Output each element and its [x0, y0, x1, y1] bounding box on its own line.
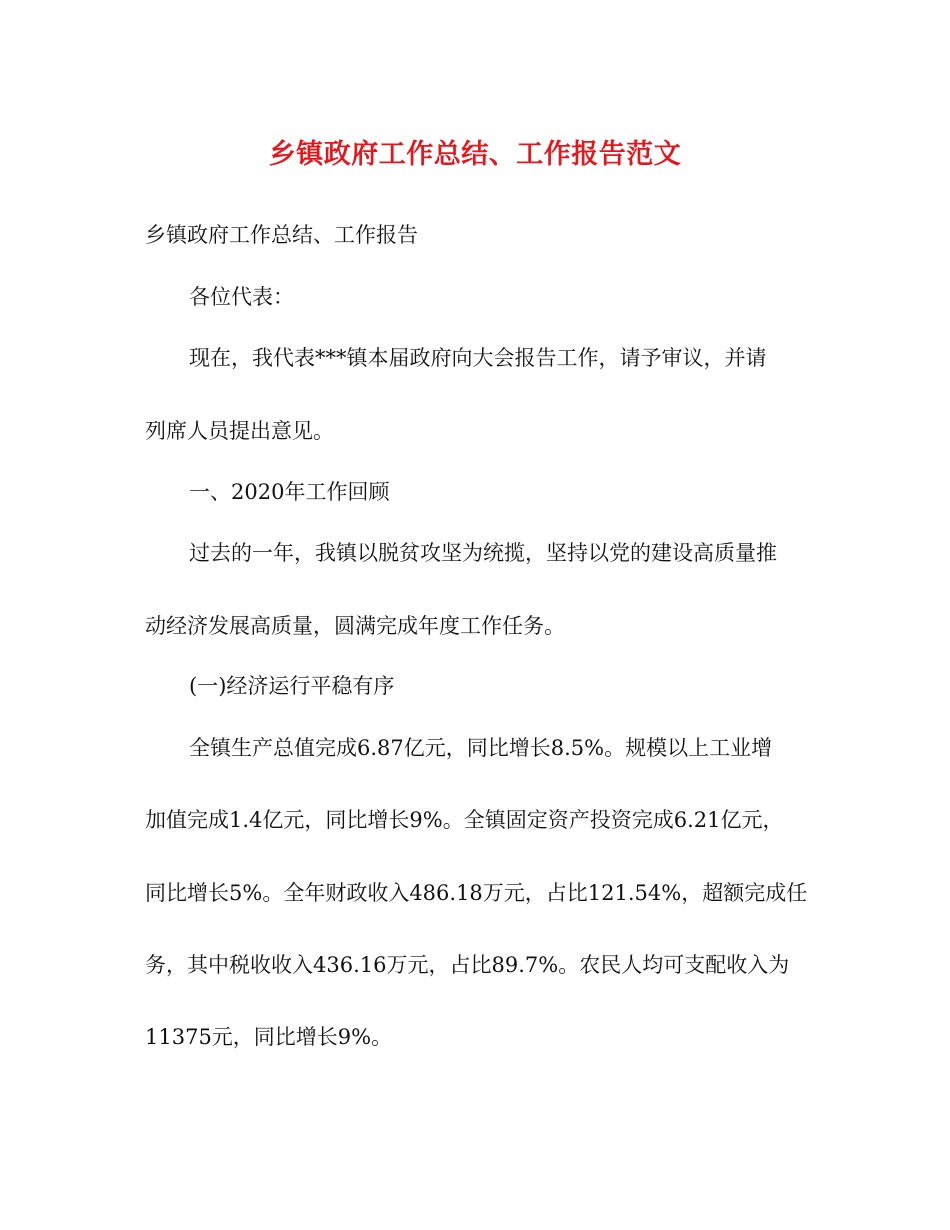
paragraph-line: 加值完成1.4亿元，同比增长9%。全镇固定资产投资完成6.21亿元， — [145, 808, 784, 832]
document-title: 乡镇政府工作总结、工作报告范文 — [268, 139, 682, 170]
paragraph-line: 列席人员提出意见。 — [145, 419, 334, 443]
paragraph-line: 务，其中税收收入436.16万元，占比89.7%。农民人均可支配收入为 — [145, 953, 790, 977]
paragraph-line: 动经济发展高质量，圆满完成年度工作任务。 — [145, 614, 565, 638]
subsection-heading: (一)经济运行平稳有序 — [189, 674, 395, 698]
salutation-line: 各位代表： — [189, 285, 294, 309]
paragraph-line: 同比增长5%。全年财政收入486.18万元，占比121.54%，超额完成任 — [145, 881, 808, 905]
section-heading: 一、2020年工作回顾 — [189, 480, 390, 504]
paragraph-line: 现在，我代表***镇本届政府向大会报告工作，请予审议，并请 — [189, 346, 767, 370]
subtitle-line: 乡镇政府工作总结、工作报告 — [145, 223, 418, 247]
paragraph-line: 11375元，同比增长9%。 — [145, 1025, 393, 1049]
paragraph-line: 全镇生产总值完成6.87亿元，同比增长8.5%。规模以上工业增 — [189, 736, 773, 760]
paragraph-line: 过去的一年，我镇以脱贫攻坚为统揽，坚持以党的建设高质量推 — [189, 541, 777, 565]
